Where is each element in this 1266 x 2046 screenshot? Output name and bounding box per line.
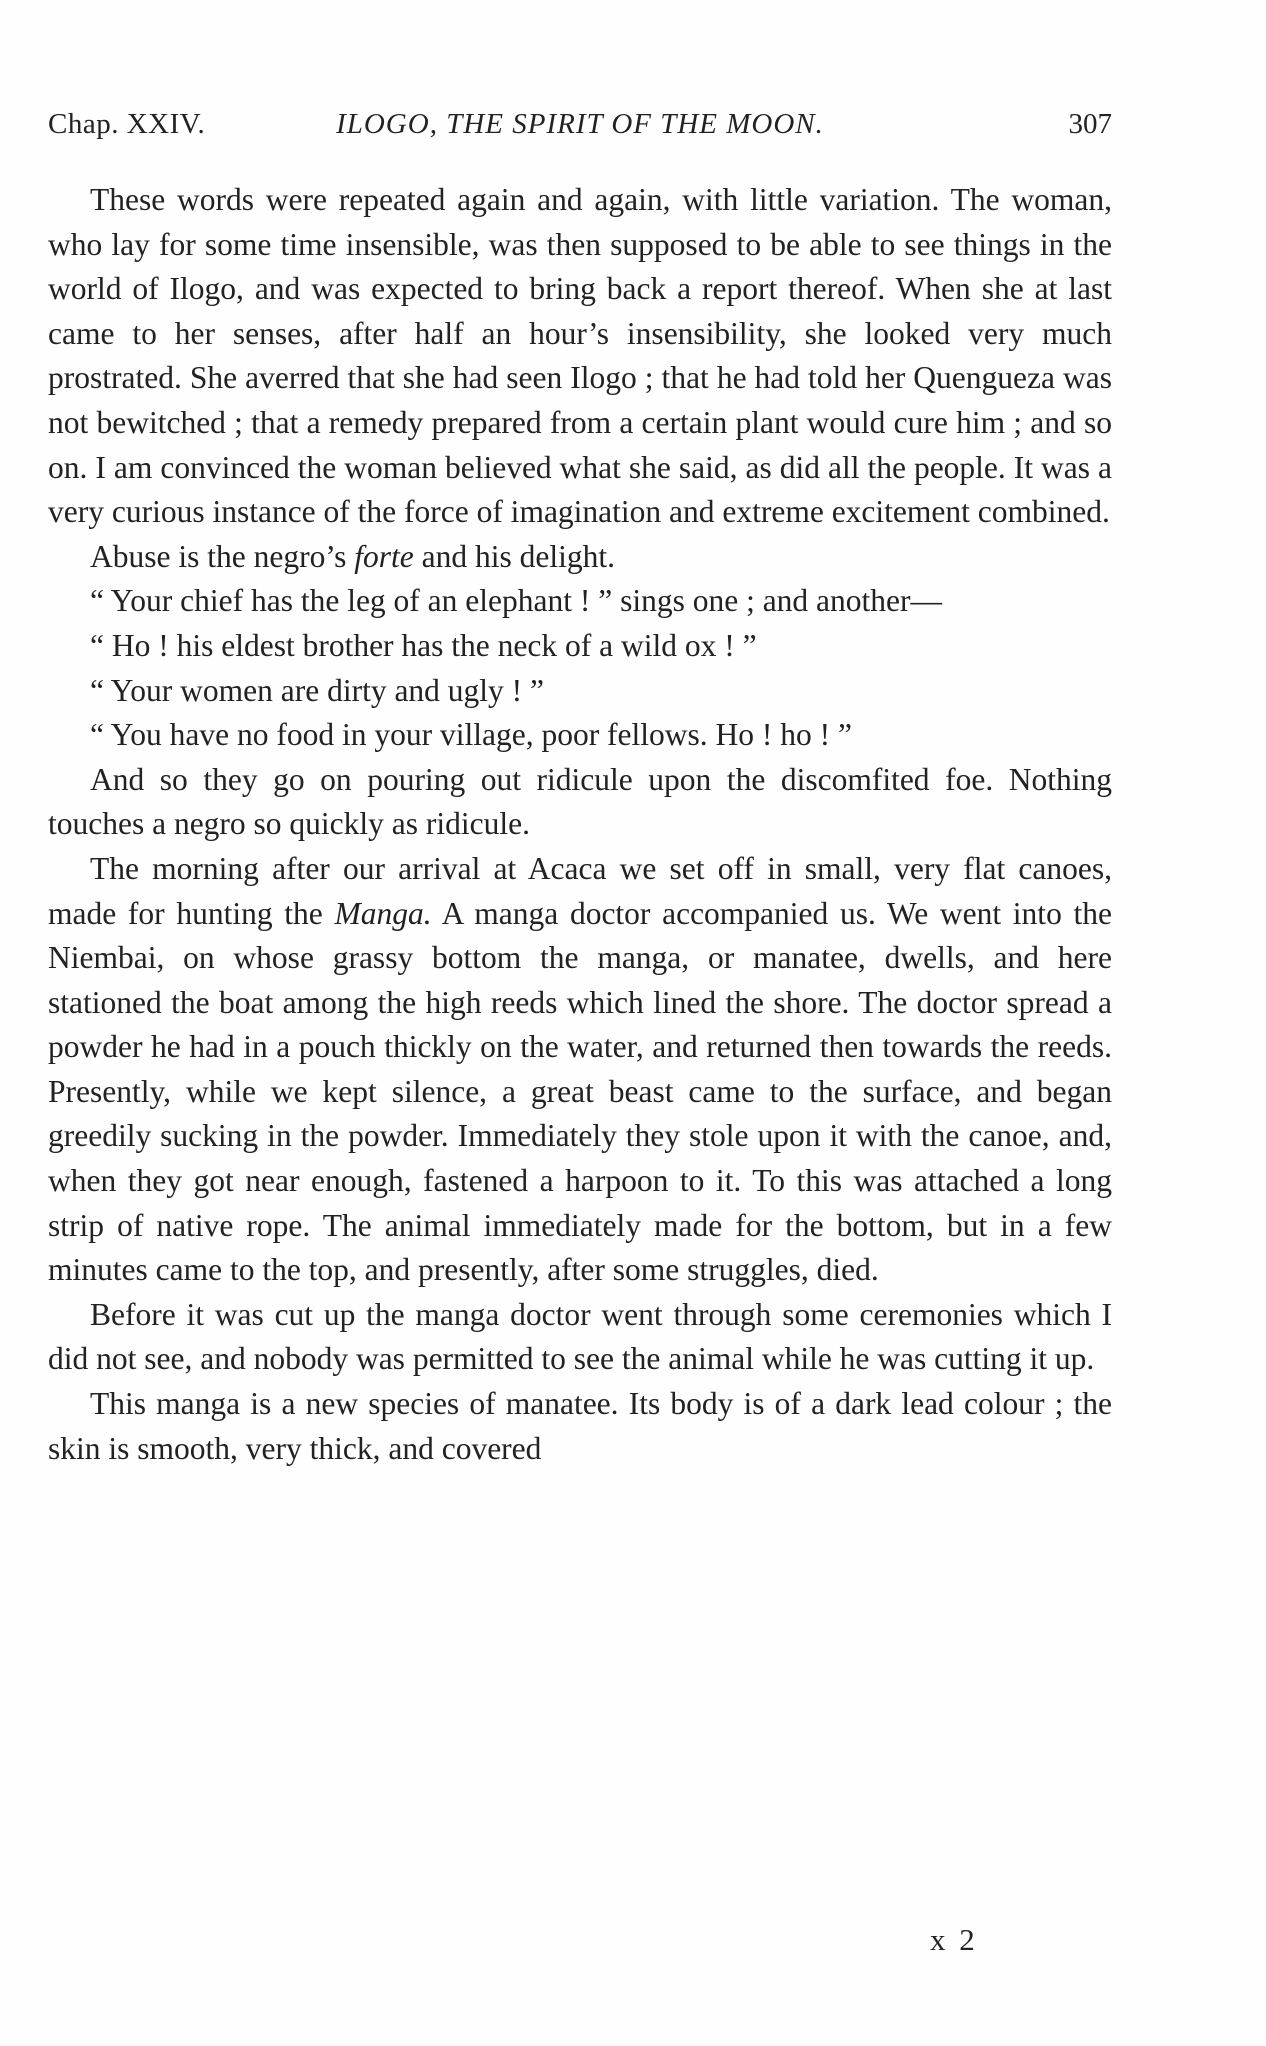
paragraph-text: “ You have no food in your village, poor fellows. Ho ! ho ! ” — [90, 717, 852, 753]
paragraph — [48, 1382, 1112, 1471]
paragraph-text: Abuse is the negro’s — [90, 538, 355, 574]
paragraph-text: The morning after our arrival at Acaca we set off in small, very flat canoes, made for hunting the — [48, 850, 1112, 931]
paragraph — [48, 178, 1112, 535]
paragraph-text: Before it was cut up the manga doctor went through some ceremonies which I did not see, and nobody was permitted to see the animal while he was cutting it up. — [48, 1296, 1112, 1377]
paragraph — [48, 579, 1112, 624]
emphasized-word: Manga. — [334, 895, 432, 931]
paragraph-text: “ Your women are dirty and ugly ! ” — [90, 672, 545, 708]
emphasized-word: forte — [354, 538, 414, 574]
paragraph — [48, 669, 1112, 714]
page-number: 307 — [1068, 108, 1112, 140]
paragraph-text: A manga doctor accompanied us. We went into the Niembai, on whose grassy bottom the manga, or manatee, dwells, and here stationed the boat among the high reeds which lined the shore. The doctor spread a powder he had in a pouch thickly on the water, and returned then towards the reeds. Presently, while we kept silence, a great beast came to the surface, and began greedily sucking in the powder. Immediately they stole upon it with the canoe, and, when they got near enough, fastened a harpoon to it. To this was attached a long strip of native rope. The animal immediately made for the bottom, but in a few minutes came to the top, and presently, after some struggles, died. — [48, 895, 1112, 1288]
signature-mark: x 2 — [930, 1922, 978, 1957]
paragraph — [48, 624, 1112, 669]
paragraph — [48, 1293, 1112, 1382]
running-header — [48, 108, 1112, 148]
paragraph-text: “ Your chief has the leg of an elephant ! ” sings one ; and another— — [90, 583, 943, 619]
paragraph-text: “ Ho ! his eldest brother has the neck of a wild ox ! ” — [90, 627, 757, 663]
paragraph-text: and his delight. — [413, 538, 615, 574]
chapter-label: Chap. XXIV. — [48, 108, 206, 140]
paragraph-text: This manga is a new species of manatee. Its body is of a dark lead colour ; the skin is smooth, very thick, and covered — [48, 1386, 1112, 1466]
paragraph — [48, 713, 1112, 758]
paragraph — [48, 758, 1112, 847]
paragraph-text: These words were repeated again and again, with little variation. The woman, who lay for some time insensible, was then supposed to be able to see things in the world of Ilogo, and was expected to bring back a report thereof. When she at last came to her senses, after half an hour’s insensibility, she looked very much prostrated. She averred that she had seen Ilogo ; that he had told her Quengueza was not bewitched ; that a remedy prepared from a certain plant would cure him ; and so on. I am convinced the woman believed what she said, as did all the people. It was a very curious instance of the force of imagination and extreme excitement combined. — [48, 182, 1112, 530]
paragraph — [48, 847, 1112, 1293]
running-title: ILOGO, THE SPIRIT OF THE MOON. — [336, 108, 824, 140]
body-text — [48, 178, 1112, 1471]
paragraph-text: And so they go on pouring out ridicule upon the discomfited foe. Nothing touches a negro so quickly as ridicule. — [48, 761, 1112, 842]
paragraph — [48, 535, 1112, 580]
